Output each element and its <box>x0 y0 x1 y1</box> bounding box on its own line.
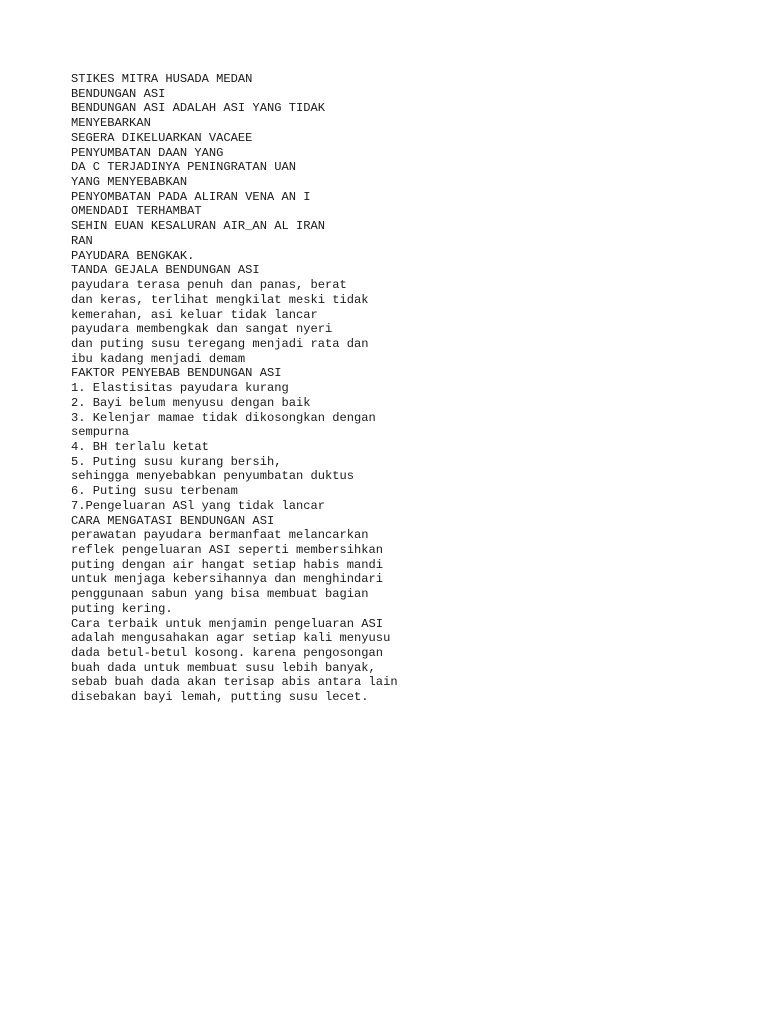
list-item: 3. Kelenjar mamae tidak dikosongkan dengan <box>71 410 376 425</box>
doc-line: untuk menjaga kebersihannya dan menghindari <box>71 572 384 587</box>
document-page <box>71 72 731 705</box>
section-heading-faktor-penyebab: FAKTOR PENYEBAB BENDUNGAN ASI <box>71 366 282 381</box>
doc-line: SEGERA DIKELUARKAN VACAEE <box>71 130 253 145</box>
list-item: 5. Puting susu kurang bersih, <box>71 454 282 469</box>
doc-line: OMENDADI TERHAMBAT <box>71 204 202 219</box>
list-item: 1. Elastisitas payudara kurang <box>71 381 289 396</box>
doc-line: kemerahan, asi keluar tidak lancar <box>71 307 318 322</box>
list-item-continuation: sempurna <box>71 425 130 440</box>
doc-line: adalah mengusahakan agar setiap kali menyusu <box>71 631 391 646</box>
list-item: 4. BH terlalu ketat <box>71 439 209 454</box>
doc-line: perawatan payudara bermanfaat melancarkan <box>71 528 369 543</box>
doc-line: RAN <box>71 233 93 248</box>
section-heading-tanda-gejala: TANDA GEJALA BENDUNGAN ASI <box>71 263 260 278</box>
section-heading-cara-mengatasi: CARA MENGATASI BENDUNGAN ASI <box>71 513 275 528</box>
doc-line: YANG MENYEBABKAN <box>71 175 188 190</box>
list-item: 7.Pengeluaran ASl yang tidak lancar <box>71 498 326 513</box>
list-item: 6. Puting susu terbenam <box>71 484 238 499</box>
doc-line: puting kering. <box>71 601 173 616</box>
list-item: 2. Bayi belum menyusu dengan baik <box>71 395 311 410</box>
doc-line: BENDUNGAN ASI ADALAH ASI YANG TIDAK <box>71 101 326 116</box>
doc-line: ibu kadang menjadi demam <box>71 351 246 366</box>
doc-line: dada betul-betul kosong. karena pengosongan <box>71 646 384 661</box>
doc-line: PAYUDARA BENGKAK. <box>71 248 195 263</box>
doc-line: MENYEBARKAN <box>71 116 151 131</box>
doc-line: penggunaan sabun yang bisa membuat bagian <box>71 587 369 602</box>
doc-line: payudara terasa penuh dan panas, berat <box>71 278 347 293</box>
doc-line: Cara terbaik untuk menjamin pengeluaran ASI <box>71 616 384 631</box>
doc-line: SEHIN EUAN KESALURAN AIR_AN AL IRAN <box>71 219 326 234</box>
doc-line-header: STIKES MITRA HUSADA MEDAN <box>71 72 253 86</box>
doc-line: reflek pengeluaran ASI seperti membersihkan <box>71 543 384 557</box>
doc-line: puting dengan air hangat setiap habis mandi <box>71 557 384 572</box>
doc-line: sebab buah dada akan terisap abis antara lain <box>71 675 398 690</box>
doc-line-title: BENDUNGAN ASI <box>71 86 166 101</box>
doc-line: dan puting susu teregang menjadi rata dan <box>71 336 369 351</box>
doc-line: DA C TERJADINYA PENINGRATAN UAN <box>71 160 296 175</box>
doc-line: PENYUMBATAN DAAN YANG <box>71 145 224 160</box>
doc-line: payudara membengkak dan sangat nyeri <box>71 322 333 337</box>
doc-line: disebakan bayi lemah, putting susu lecet. <box>71 690 369 705</box>
doc-line: buah dada untuk membuat susu lebih banyak, <box>71 660 376 675</box>
doc-line: PENYOMBATAN PADA ALIRAN VENA AN I <box>71 189 311 204</box>
doc-line: dan keras, terlihat mengkilat meski tidak <box>71 292 369 307</box>
list-item-continuation: sehingga menyebabkan penyumbatan duktus <box>71 469 355 484</box>
